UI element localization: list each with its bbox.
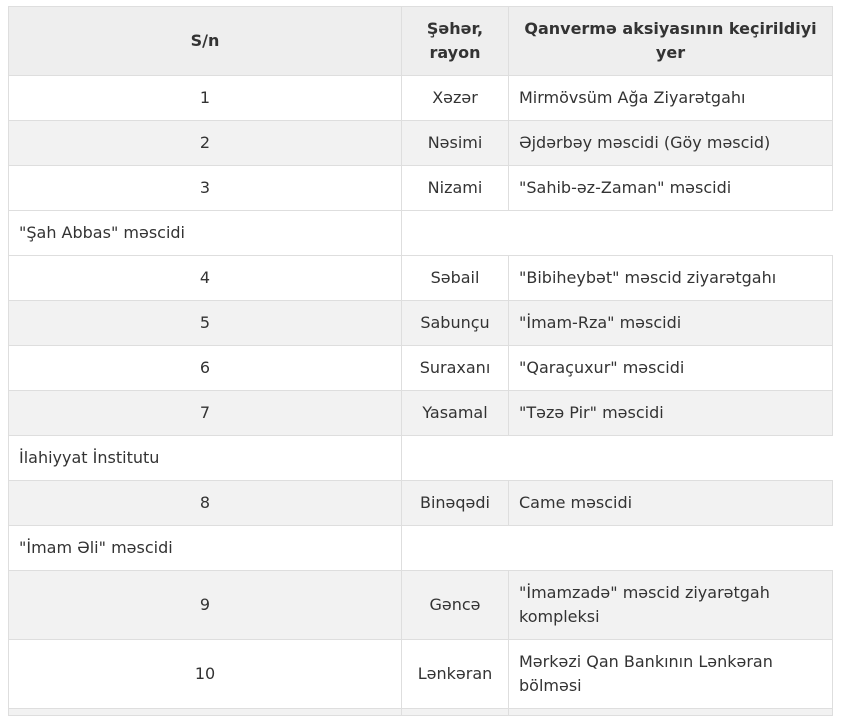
row-city: Səbail [402, 256, 509, 301]
row-city: Suraxanı [402, 346, 509, 391]
table-row [9, 391, 833, 436]
row-city: Gəncə [402, 571, 509, 640]
partial-cell [509, 709, 833, 716]
row-city: Nizami [402, 166, 509, 211]
table-row [9, 256, 833, 301]
note-text: "Şah Abbas" məscidi [9, 211, 402, 256]
table-row [9, 166, 833, 211]
note-row [9, 436, 833, 481]
row-city: Nəsimi [402, 121, 509, 166]
row-place: Came məscidi [509, 481, 833, 526]
row-number: 1 [9, 76, 402, 121]
note-text: "İmam Əli" məscidi [9, 526, 402, 571]
row-place: Mirmövsüm Ağa Ziyarətgahı [509, 76, 833, 121]
blood-donation-table [8, 6, 833, 716]
row-number: 5 [9, 301, 402, 346]
header-row [9, 7, 833, 76]
table-row [9, 640, 833, 709]
row-number: 10 [9, 640, 402, 709]
row-number: 4 [9, 256, 402, 301]
table-body [9, 76, 833, 716]
table-row [9, 346, 833, 391]
note-row [9, 526, 833, 571]
note-row [9, 211, 833, 256]
table-row [9, 571, 833, 640]
row-number: 7 [9, 391, 402, 436]
row-city: Yasamal [402, 391, 509, 436]
note-text: İlahiyyat İnstitutu [9, 436, 402, 481]
row-number: 3 [9, 166, 402, 211]
table-row [9, 301, 833, 346]
note-empty-cell [402, 526, 833, 571]
partial-cell [402, 709, 509, 716]
table-row [9, 481, 833, 526]
partial-cell [9, 709, 402, 716]
header-place: Qanvermə aksiyasının keçirildiyi yer [509, 7, 833, 76]
row-place: "Bibiheybət" məscid ziyarətgahı [509, 256, 833, 301]
partial-row [9, 709, 833, 716]
row-place: "Təzə Pir" məscidi [509, 391, 833, 436]
table-row [9, 121, 833, 166]
header-sn: S/n [9, 7, 402, 76]
row-number: 9 [9, 571, 402, 640]
table-row [9, 76, 833, 121]
row-city: Lənkəran [402, 640, 509, 709]
row-place: Mərkəzi Qan Bankının Lənkəran bölməsi [509, 640, 833, 709]
note-empty-cell [402, 211, 833, 256]
row-number: 8 [9, 481, 402, 526]
row-place: "İmamzadə" məscid ziyarətgah kompleksi [509, 571, 833, 640]
row-place: "Qaraçuxur" məscidi [509, 346, 833, 391]
row-city: Binəqədi [402, 481, 509, 526]
row-number: 2 [9, 121, 402, 166]
header-city: Şəhər, rayon [402, 7, 509, 76]
row-number: 6 [9, 346, 402, 391]
row-city: Sabunçu [402, 301, 509, 346]
row-city: Xəzər [402, 76, 509, 121]
row-place: "Sahib-əz-Zaman" məscidi [509, 166, 833, 211]
note-empty-cell [402, 436, 833, 481]
row-place: "İmam-Rza" məscidi [509, 301, 833, 346]
row-place: Əjdərbəy məscidi (Göy məscid) [509, 121, 833, 166]
